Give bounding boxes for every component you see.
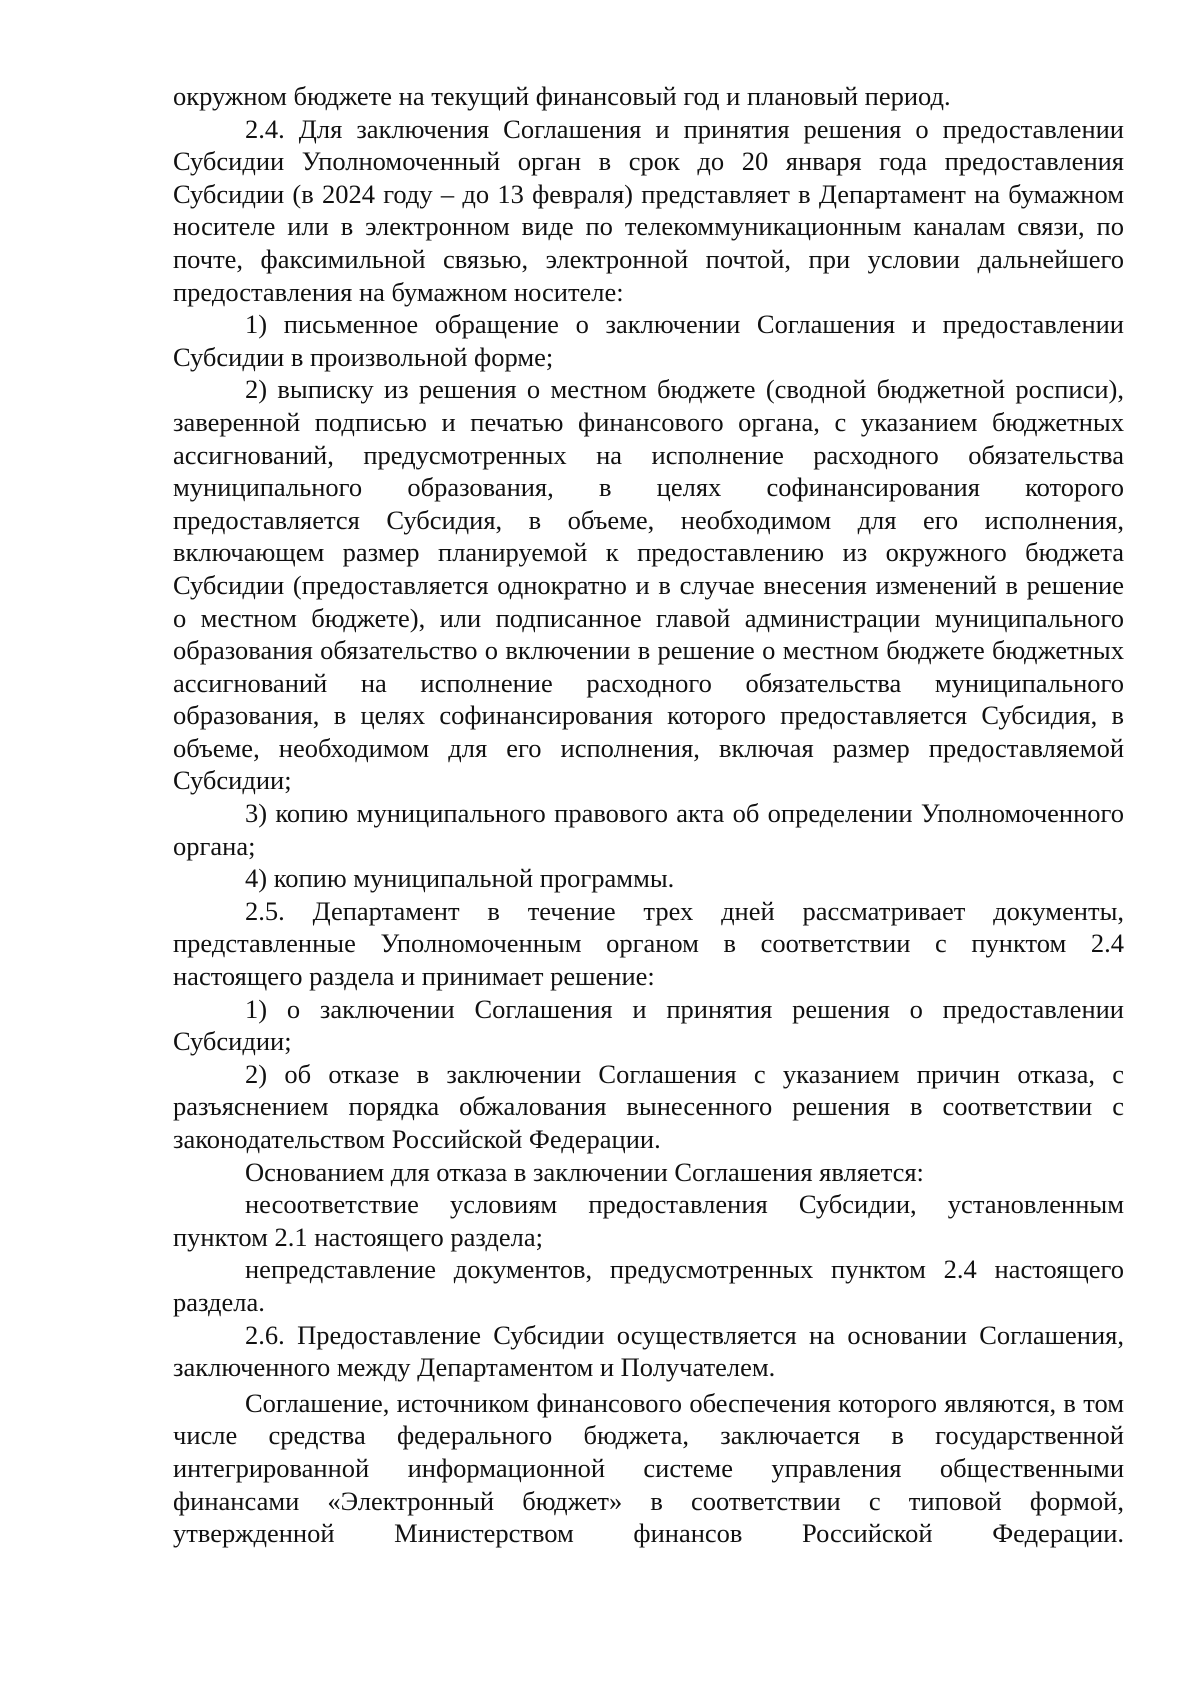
list-item-4: 4) копию муниципальной программы. [245,863,675,894]
refusal-ground-2: непредставление документов, предусмотренных пунктом 2.4 настоящего раздела. [173,1254,1124,1317]
list-item-3: 3) копию муниципального правового акта об определении Уполномоченного органа; [173,798,1124,861]
paragraph-2-5: 2.5. Департамент в течение трех дней рассматривает документы, представленные Уполномоченным органом в соответствии с пунктом 2.4 настоящего раздела и принимает решение: [173,895,1124,992]
document-page [173,80,1124,1550]
list-item-2: 2) выписку из решения о местном бюджете (сводной бюджетной росписи), заверенной подписью и печатью финансового органа, с указанием бюджетных ассигнований, предусмотренных на исполнение расходного обязательства муниципального образования, в целях софинансирования которого предоставляется Субсидия, в объеме, необходимом для его исполнения, включающем размер планируемой к предоставлению из окружного бюджета Субсидии (предоставляется однократно и в случае внесения изменений в решение о местном бюджете), или подписанное главой администрации муниципального образования обязательство о включении в решение о местном бюджете бюджетных ассигнований на исполнение расходного обязательства муниципального образования, в целях софинансирования которого предоставляется Субсидия, в объеме, необходимом для его исполнения, включая размер предоставляемой Субсидии; [173,374,1124,796]
paragraph-2-6: 2.6. Предоставление Субсидии осуществляется на основании Соглашения, заключенного между Департаментом и Получателем. [173,1319,1124,1383]
agreement-paragraph: Соглашение, источником финансового обеспечения которого являются, в том числе средства федерального бюджета, заключается в государственной интегрированной информационной системе управления общественными финансами «Электронный бюджет» в соответствии с типовой формой, утвержденной Министерством финансов Российской Федерации. [173,1387,1124,1549]
decision-item-2: 2) об отказе в заключении Соглашения с указанием причин отказа, с разъяснением порядка обжалования вынесенного решения в соответствии с законодательством Российской Федерации. [173,1058,1124,1154]
list-item-1: 1) письменное обращение о заключении Соглашения и предоставлении Субсидии в произвольной форме; [173,309,1124,372]
refusal-grounds-heading: Основанием для отказа в заключении Соглашения является: [245,1156,924,1187]
refusal-ground-1: несоответствие условиям предоставления Субсидии, установленным пунктом 2.1 настоящего раздела; [173,1189,1124,1252]
paragraph-continuation: окружном бюджете на текущий финансовый год и плановый период. [173,81,951,111]
decision-item-1: 1) о заключении Соглашения и принятия решения о предоставлении Субсидии; [173,993,1124,1057]
paragraph-2-4: 2.4. Для заключения Соглашения и принятия решения о предоставлении Субсидии Уполномоченный орган в срок до 20 января года предоставления Субсидии (в 2024 году – до 13 февраля) представляет в Департамент на бумажном носителе или в электронном виде по телекоммуникационным каналам связи, по почте, факсимильной связью, электронной почтой, при условии дальнейшего предоставления на бумажном носителе: [173,113,1124,307]
